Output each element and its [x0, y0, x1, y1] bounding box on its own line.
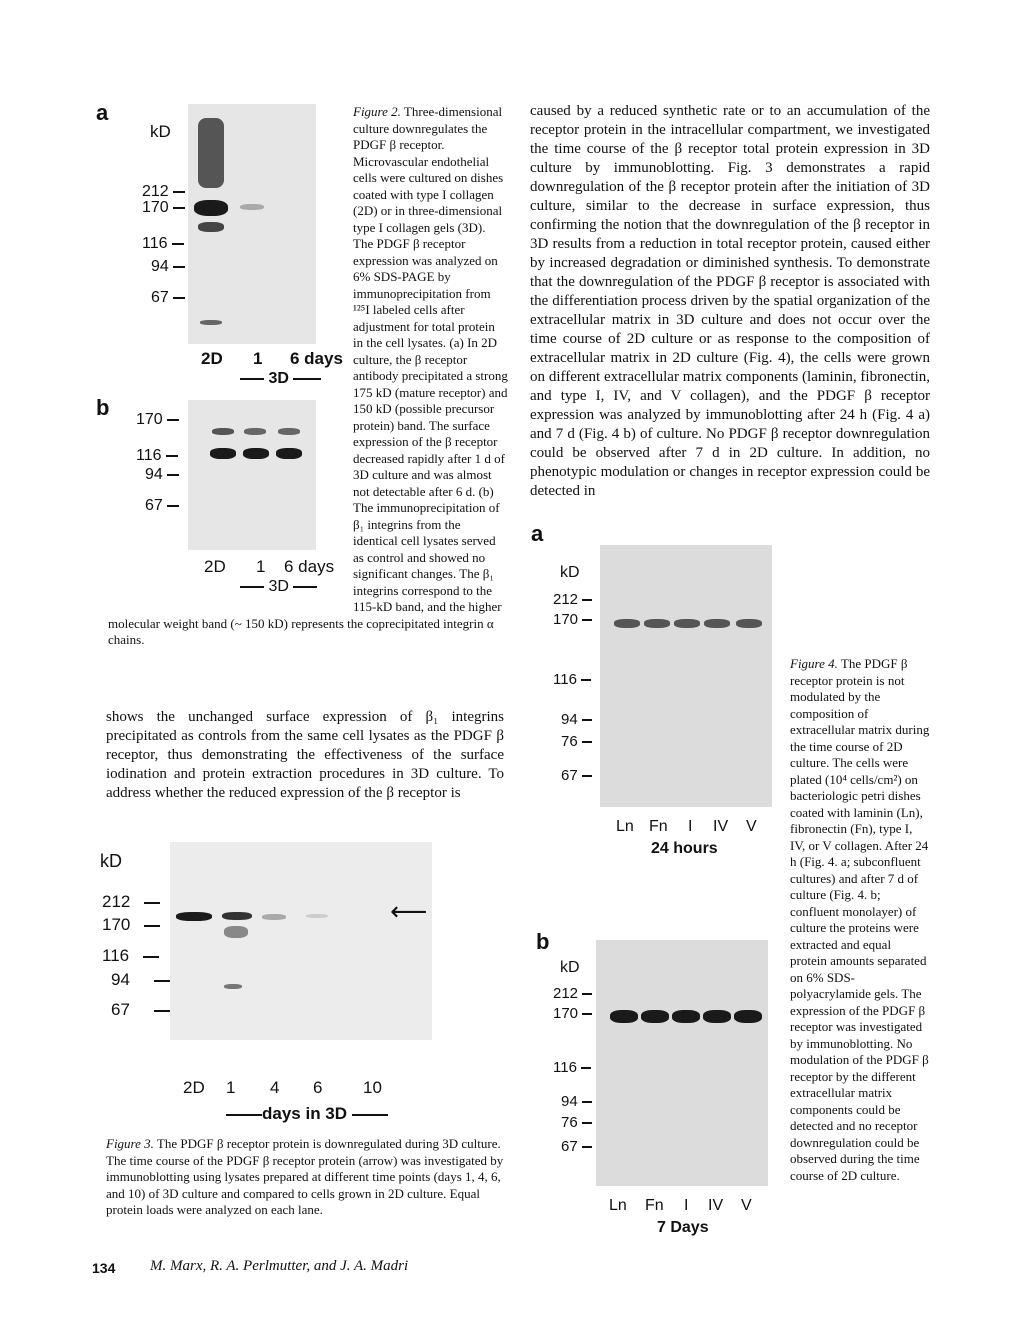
fig3-arrow-icon: ⟵ [390, 896, 428, 926]
fig4b-marker-76: 76 [561, 1114, 592, 1131]
fig4b-band-iv [703, 1010, 731, 1023]
fig4b-lane-iv: IV [708, 1197, 724, 1214]
fig4a-lane-iv: IV [713, 818, 729, 835]
fig4b-lane-v: V [741, 1197, 752, 1214]
fig4b-marker-212: 212 [553, 985, 592, 1002]
fig3-marker-116: 116 [102, 946, 159, 966]
fig2-panel-b-letter: b [96, 395, 110, 420]
fig3-gel-image [170, 842, 432, 1040]
fig3-marker-67: 67 [111, 1000, 170, 1020]
fig4a-band-iv [704, 619, 730, 628]
fig4a-lane-fn: Fn [649, 818, 668, 835]
left-body-paragraph: shows the unchanged surface expression of β₁ integrins precipitated as controls from the same cell lysates as the PDGF β receptor, thus demonstrating the effectiveness of the surface iodination and protein extraction procedures in 3D culture. To address whether the reduced expression of the β receptor is [106, 709, 504, 801]
fig4b-lane-i: I [684, 1197, 689, 1214]
fig4a-marker-94: 94 [561, 711, 592, 728]
fig4a-marker-116: 116 [553, 671, 591, 688]
fig2a-lane-1: 1 [253, 349, 263, 368]
fig4b-unit-label: kD [560, 959, 580, 976]
fig3-lane-4: 4 [270, 1078, 280, 1097]
fig4b-band-fn [641, 1010, 669, 1023]
fig3-lane-1: 1 [226, 1078, 236, 1097]
fig3-lane-2d: 2D [183, 1078, 205, 1097]
fig4-panel-a-letter: a [531, 521, 544, 546]
fig2-caption [108, 104, 508, 649]
fig2a-marker-170: 170 [142, 199, 185, 217]
fig2a-marker-94: 94 [151, 258, 185, 276]
fig2a-marker-67: 67 [151, 289, 185, 307]
fig2b-marker-116: 116 [136, 447, 178, 465]
fig3-lane-6: 6 [313, 1078, 323, 1097]
fig2-caption-text: Three-dimensional culture downregulates the PDGF β receptor. Microvascular endothelial cells were cultured on dishes coated with type I collagen (2D) or in three-dimensional type I collagen gels (3D). The PDGF β receptor expression was analyzed on 6% SDS-PAGE by immunoprecipitation from ¹²⁵I labeled cells after adjustment for total protein in the cell lysates. (a) In 2D culture, the β receptor antibody precipitated a strong 175 kD (mature receptor) and 150 kD (possible precursor protein) band. The surface expression of the β receptor decreased rapidly after 1 d of 3D culture and was almost not detectable after 6 d. (b) The immunoprecipitation of β₁ integrins from the identical cell lysates served as control and showed no significant changes. The β₁ integrins correspond to the 115-kD band, and the higher molecular weight band (~ 150 kD) represents the coprecipitated integrin α chains. [108, 104, 508, 647]
fig2-caption-spacer [108, 104, 353, 612]
fig2b-lane-1: 1 [256, 557, 266, 576]
fig4a-lane-ln: Ln [616, 818, 634, 835]
fig4a-band-v [736, 619, 762, 628]
fig3-unit-label: kD [100, 851, 122, 871]
fig4-caption-text: The PDGF β receptor protein is not modulated by the composition of extracellular matrix during the time course of 2D culture. The cells were plated (10⁴ cells/cm²) on bacteriologic petri dishes coated with laminin (Ln), fibronectin (Fn), type I, IV, or V collagen. After 24 h (Fig. 4. a; subconfluent cultures) and after 7 d of culture (Fig. 4. b; confluent monolayer) of culture the proteins were extracted and equal protein amounts separated on 6% SDS-polyacrylamide gels. The expression of the PDGF β receptor was investigated by immunoblotting. No modulation of the PDGF β receptor by the different extracellular matrix components could be detected and no receptor downregulation could be observed during the time course of 2D culture. [790, 656, 930, 1183]
fig3-marker-94: 94 [111, 970, 170, 990]
fig4a-gel-image [600, 545, 772, 807]
fig4b-marker-67: 67 [561, 1138, 592, 1155]
fig2b-lane-2d: 2D [204, 557, 226, 576]
fig4a-marker-212: 212 [553, 591, 592, 608]
fig4a-marker-76: 76 [561, 733, 592, 750]
fig2b-group-3d: 3D [240, 578, 317, 596]
fig4b-band-i [672, 1010, 700, 1023]
fig3-band-2d-170 [176, 912, 212, 921]
fig2b-marker-67: 67 [145, 497, 179, 515]
fig4a-band-fn [644, 619, 670, 628]
fig3-marker-170: 170 [102, 915, 160, 935]
fig4b-lane-fn: Fn [645, 1197, 664, 1214]
fig2b-lane-6days: 6 days [284, 557, 335, 576]
fig4a-time-label: 24 hours [651, 840, 718, 857]
fig4b-marker-94: 94 [561, 1093, 592, 1110]
fig4b-marker-116: 116 [553, 1059, 591, 1076]
fig2a-marker-116: 116 [142, 235, 184, 253]
fig3-band-1d-lower [224, 926, 248, 938]
fig4a-lane-v: V [746, 818, 757, 835]
fig2b-marker-94: 94 [145, 466, 179, 484]
fig2a-marker-212: 212 [142, 183, 185, 201]
fig4-caption-title: Figure 4. [790, 656, 838, 671]
fig4b-band-v [734, 1010, 762, 1023]
fig4a-lane-i: I [688, 818, 693, 835]
fig4-panel-b-letter: b [536, 929, 550, 954]
fig3-band-1d-170 [222, 912, 252, 920]
fig4a-marker-67: 67 [561, 767, 592, 784]
fig4a-marker-170: 170 [553, 611, 592, 628]
fig3-band-4d-170 [262, 914, 286, 920]
fig2a-group-3d: 3D [240, 370, 321, 388]
right-body-paragraph: caused by a reduced synthetic rate or to an accumulation of the receptor protein in the intracellular compartment, we investigated the time course of the β receptor total protein expression in 3D culture by immunoblotting. Fig. 3 demonstrates a rapid downregulation of the β receptor protein after the initiation of 3D culture, similar to the decrease in surface expression, thus confirming the notion that the downregulation of the β receptor in 3D results from a reduction in total receptor protein, caused either by increased degradation or diminished synthesis. To demonstrate that the downregulation of the PDGF β receptor is associated with the differentiation process driven by the spatial organization of the extracellular matrix in 3D culture and does not occur over the time course of 2D culture or as response to the composition of extracellular matrix in 2D culture (Fig. 4), the cells were grown on different extracellular matrix components (laminin, fibronectin, and type I, IV, and V collagen), and the PDGF β receptor expression was analyzed by immunoblotting after 24 h (Fig. 4 a) and 7 d (Fig. 4 b) of culture. No PDGF β receptor downregulation could be observed after 7 d in 2D culture. In addition, no phenotypic modulation or changes in receptor expression could be detected in [530, 103, 930, 499]
fig2a-lane-6days: 6 days [290, 349, 343, 368]
fig3-lane-10: 10 [363, 1078, 382, 1097]
fig4b-gel-image [596, 940, 768, 1186]
fig4b-time-label: 7 Days [657, 1219, 709, 1236]
fig4b-marker-170: 170 [553, 1005, 592, 1022]
fig4b-lane-ln: Ln [609, 1197, 627, 1214]
fig3-marker-212: 212 [102, 892, 160, 912]
footer-authors: M. Marx, R. A. Perlmutter, and J. A. Madri [150, 1258, 409, 1274]
fig3-caption-text: The PDGF β receptor protein is downregulated during 3D culture. The time course of the PDGF β receptor protein (arrow) was investigated by immunoblotting using lysates prepared at different time points (days 1, 4, 6, and 10) of 3D culture and compared to cells grown in 2D culture. Equal protein loads were analyzed on each lane. [106, 1136, 504, 1217]
fig2a-unit-label: kD [150, 122, 171, 141]
fig2a-lane-2d: 2D [201, 349, 223, 368]
fig3-band-6d-170 [306, 914, 328, 918]
fig4a-band-i [674, 619, 700, 628]
fig4b-band-ln [610, 1010, 638, 1023]
fig2-caption-title: Figure 2. [353, 104, 401, 119]
fig2-panel-a-letter: a [96, 100, 109, 125]
fig4-caption [790, 656, 930, 1184]
fig3-caption-title: Figure 3. [106, 1136, 154, 1151]
fig3-band-1d-94 [224, 984, 242, 989]
fig3-caption [106, 1136, 504, 1219]
fig4a-unit-label: kD [560, 564, 580, 581]
fig3-group-days: days in 3D [226, 1104, 388, 1124]
page-number: 134 [92, 1260, 116, 1276]
fig4a-band-ln [614, 619, 640, 628]
fig2b-marker-170: 170 [136, 411, 179, 429]
